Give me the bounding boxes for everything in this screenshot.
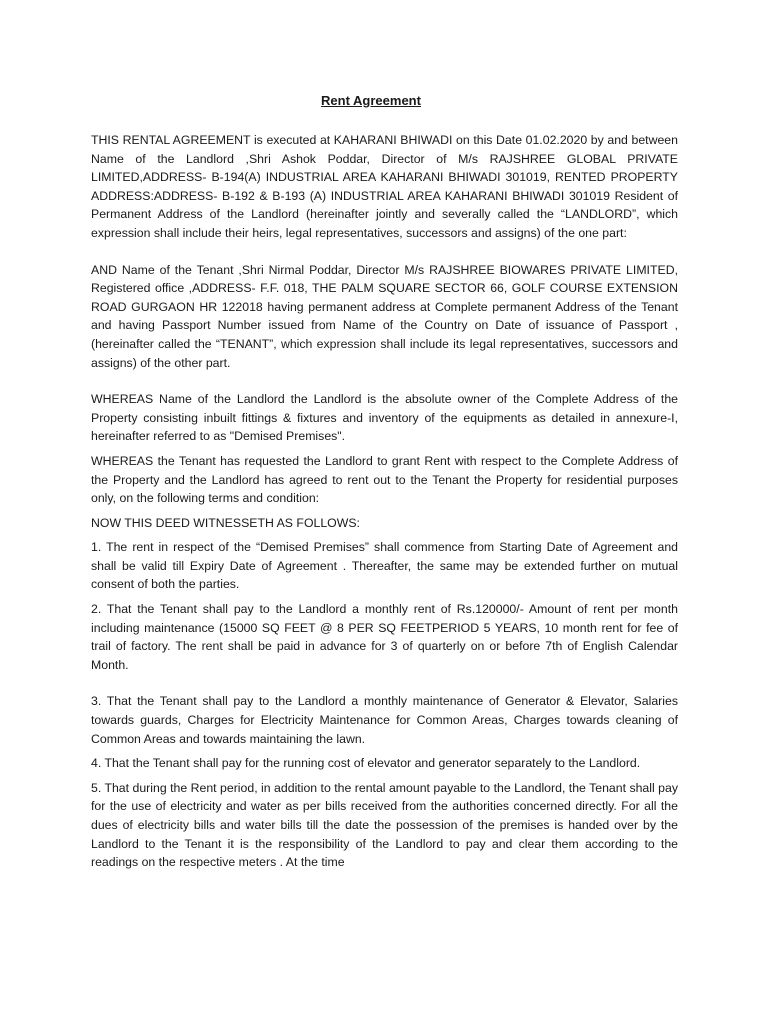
- clause-4: 4. That the Tenant shall pay for the running cost of elevator and generator separately to the Landlord.: [91, 756, 641, 771]
- document-body: [91, 131, 678, 872]
- paragraph-tenant: AND Name of the Tenant ,Shri Nirmal Poddar, Director M/s RAJSHREE BIOWARES PRIVATE LIMITED, Registered office ,ADDRESS- F.F. 018, THE PALM SQUARE SECTOR 66, GOLF COURSE EXTENSION ROAD GURGAON HR 122018 having permanent address at Complete permanent Address of the Tenant and having Passport Number issued from Name of the Country on Date of issuance of Passport , (hereinafter called the “TENANT”, which expression shall include its legal representatives, successors and assigns) of the other part.: [91, 262, 678, 370]
- clause-2: 2. That the Tenant shall pay to the Landlord a monthly rent of Rs.120000/- Amount of rent per month including maintenance (15000 SQ FEET @ 8 PER SQ FEETPERIOD 5 YEARS, 10 month rent for fee of trail of factory. The rent shall be paid in advance for 3 of quarterly on or before 7th of English Calendar Month.: [91, 602, 678, 672]
- page-title: Rent Agreement: [321, 93, 421, 108]
- paragraph-whereas-owner: WHEREAS Name of the Landlord the Landlord is the absolute owner of the Complete Address of the Property consisting inbuilt fittings & fixtures and inventory of the equipments as detailed in annexure-I, hereinafter referred to as "Demised Premises".: [91, 392, 678, 444]
- clause-1: 1. The rent in respect of the “Demised Premises” shall commence from Starting Date of Agreement and shall be valid till Expiry Date of Agreement . Thereafter, the same may be extended further on mutual consent of both the parties.: [91, 540, 678, 592]
- paragraph-whereas-request: WHEREAS the Tenant has requested the Landlord to grant Rent with respect to the Complete Address of the Property and the Landlord has agreed to rent out to the Tenant the Property for residential purposes only, on the following terms and condition:: [91, 453, 678, 506]
- paragraph-witnesseth: NOW THIS DEED WITNESSETH AS FOLLOWS:: [91, 515, 360, 530]
- clause-3: 3. That the Tenant shall pay to the Landlord a monthly maintenance of Generator & Elevator, Salaries towards guards, Charges for Electricity Maintenance for Common Areas, Charges towards cleaning of Common Areas and towards maintaining the lawn.: [91, 694, 678, 746]
- clause-5: 5. That during the Rent period, in addition to the rental amount payable to the Landlord, the Tenant shall pay for the use of electricity and water as per bills received from the authorities concerned directly. For all the dues of electricity bills and water bills till the date the possession of the premises is handed over by the Landlord to the Tenant it is the responsibility of the Landlord to pay and clear them according to the readings on the respective meters . At the time: [91, 780, 678, 870]
- paragraph-intro: THIS RENTAL AGREEMENT is executed at KAHARANI BHIWADI on this Date 01.02.2020 by and between Name of the Landlord ,Shri Ashok Poddar, Director of M/s RAJSHREE GLOBAL PRIVATE LIMITED,ADDRESS- B-194(A) INDUSTRIAL AREA KAHARANI BHIWADI 301019, RENTED PROPERTY ADDRESS:ADDRESS- B-192 & B-193 (A) INDUSTRIAL AREA KAHARANI BHIWADI 301019 Resident of Permanent Address of the Landlord (hereinafter jointly and severally called the “LANDLORD”, which expression shall include their heirs, legal representatives, successors and assigns) of the one part:: [91, 133, 678, 240]
